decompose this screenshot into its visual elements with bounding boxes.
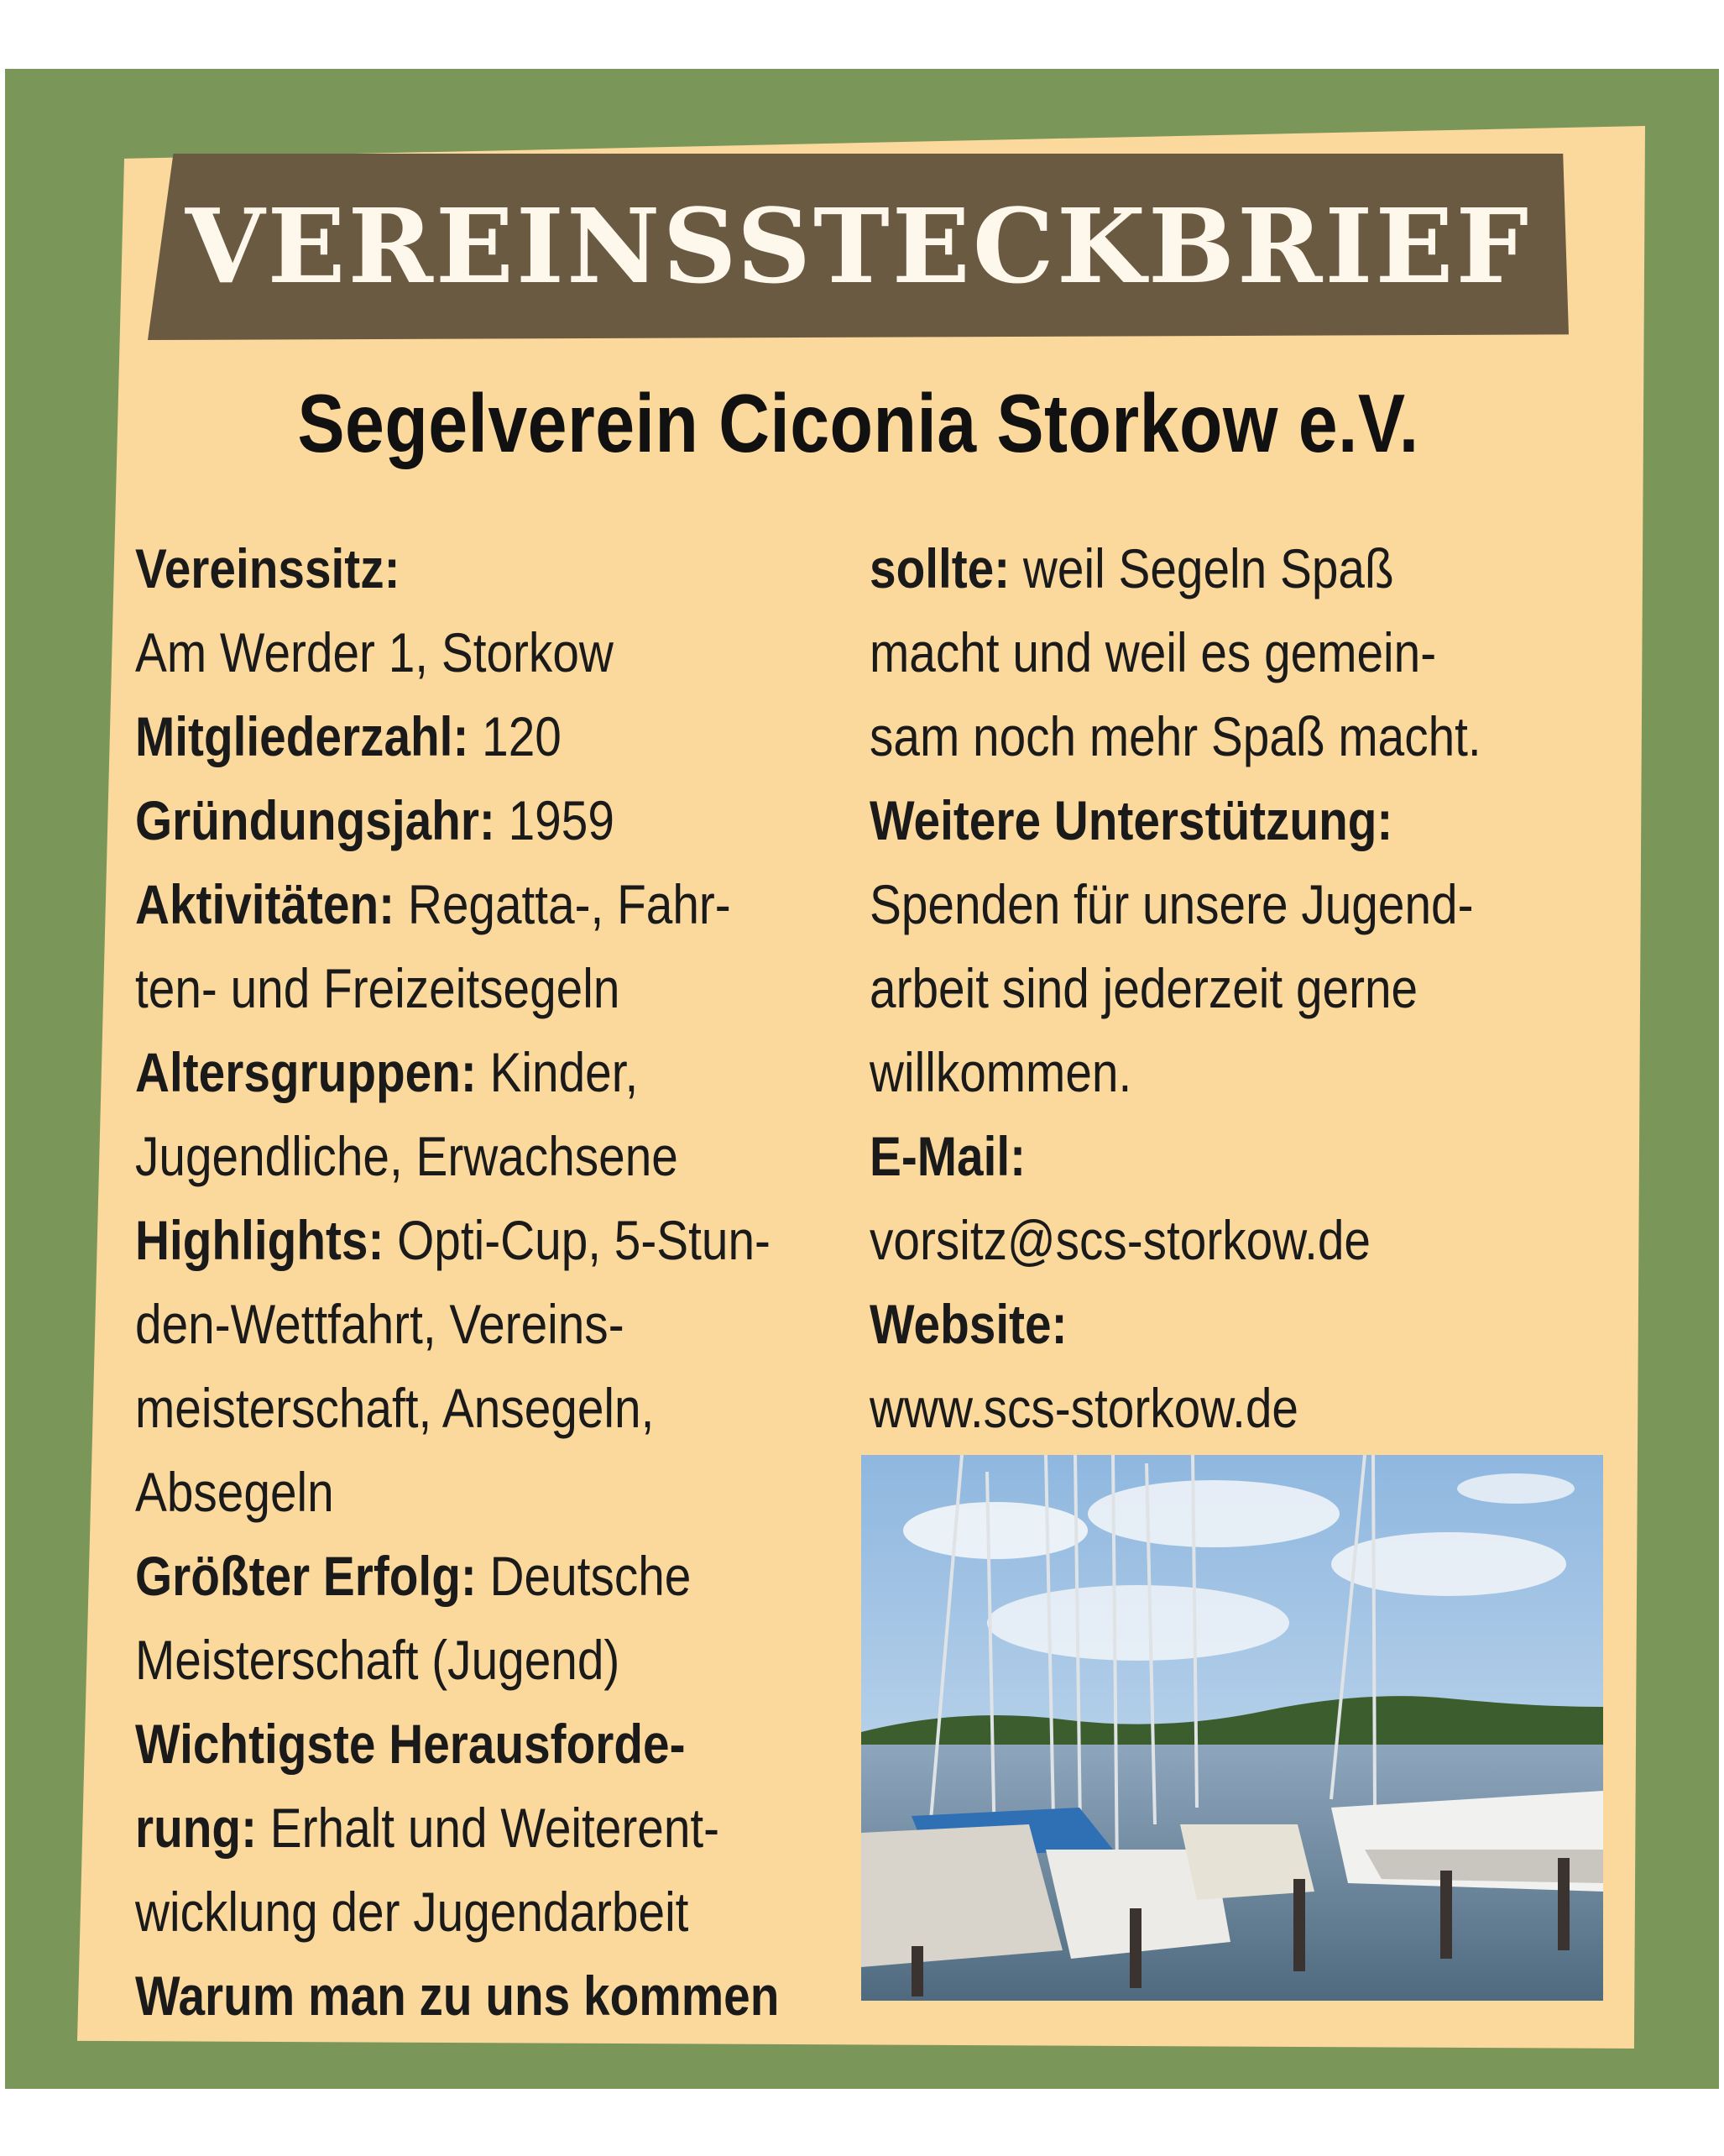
- text-line: [135, 778, 756, 862]
- value-why-cont: macht und weil es gemein-: [870, 621, 1437, 683]
- value-founded: 1959: [494, 789, 614, 851]
- text-line: [135, 1282, 756, 1366]
- label-warum: Warum man zu uns kommen: [135, 1965, 780, 2027]
- text-line: [135, 1870, 756, 1954]
- text-line: [135, 694, 756, 778]
- right-column: [870, 526, 1591, 1450]
- text-line: [870, 862, 1491, 946]
- text-line: [135, 1534, 756, 1618]
- label-herausforderung: Wichtigste Herausforde-: [135, 1713, 686, 1775]
- text-line: [135, 1954, 780, 2038]
- value-agegroups-cont: Jugendliche, Erwachsene: [135, 1125, 678, 1187]
- label-aktivitaeten: Aktivitäten:: [135, 873, 395, 935]
- value-support-cont: arbeit sind jederzeit gerne: [870, 957, 1418, 1019]
- value-highlights-cont: den-Wettfahrt, Vereins-: [135, 1293, 624, 1355]
- value-success: Deutsche: [476, 1545, 692, 1607]
- text-line: [135, 1786, 756, 1870]
- label-unterstuetzung: Weitere Unterstützung:: [870, 789, 1393, 851]
- text-line: [135, 1618, 756, 1702]
- label-altersgruppen: Altersgruppen:: [135, 1041, 477, 1103]
- value-activities-cont: ten- und Freizeitsegeln: [135, 957, 620, 1019]
- text-line: [135, 946, 756, 1030]
- label-vereinssitz: Vereinssitz:: [135, 537, 400, 599]
- text-line: [135, 862, 756, 946]
- text-line: [870, 1282, 1491, 1366]
- label-website: Website:: [870, 1293, 1068, 1355]
- label-groesster-erfolg: Größter Erfolg:: [135, 1545, 477, 1607]
- value-support: Spenden für unsere Jugend-: [870, 873, 1474, 935]
- value-email: vorsitz@scs-storkow.de: [870, 1209, 1371, 1271]
- value-why: weil Segeln Spaß: [1010, 537, 1394, 599]
- text-line: [870, 610, 1491, 694]
- text-line: [870, 778, 1491, 862]
- label-warum-cont: sollte:: [870, 537, 1011, 599]
- value-challenge-cont: wicklung der Jugendarbeit: [135, 1881, 689, 1943]
- label-herausforderung-cont: rung:: [135, 1797, 258, 1859]
- text-line: [870, 694, 1491, 778]
- text-line: [135, 1198, 771, 1282]
- text-line: [870, 1366, 1491, 1450]
- text-line: [135, 526, 756, 610]
- label-mitgliederzahl: Mitgliederzahl:: [135, 705, 469, 767]
- harbor-photo-illustration: [861, 1455, 1603, 2001]
- text-line: [870, 1030, 1491, 1114]
- value-activities: Regatta-, Fahr-: [394, 873, 731, 935]
- text-line: [135, 1366, 756, 1450]
- text-line: [135, 1450, 756, 1534]
- value-highlights-cont: meisterschaft, Ansegeln,: [135, 1377, 655, 1439]
- value-members: 120: [468, 705, 562, 767]
- text-line: [135, 610, 756, 694]
- text-line: [135, 1702, 756, 1786]
- text-line: [870, 1198, 1491, 1282]
- text-line: [870, 946, 1491, 1030]
- club-name: Segelverein Ciconia Storkow e.V.: [297, 377, 1419, 469]
- label-email: E-Mail:: [870, 1125, 1027, 1187]
- text-line: [870, 1114, 1491, 1198]
- value-website: www.scs-storkow.de: [870, 1377, 1298, 1439]
- left-column: [135, 526, 857, 2038]
- value-highlights-cont: Absegeln: [135, 1461, 334, 1523]
- label-highlights: Highlights:: [135, 1209, 384, 1271]
- harbor-photo: [861, 1455, 1603, 2001]
- value-why-cont: sam noch mehr Spaß macht.: [870, 705, 1481, 767]
- value-support-cont: willkommen.: [870, 1041, 1132, 1103]
- value-challenge: Erhalt und Weiterent-: [257, 1797, 720, 1859]
- value-address: Am Werder 1, Storkow: [135, 621, 614, 683]
- banner-title: VEREINSSTECKBRIEF: [185, 186, 1532, 306]
- label-gruendungsjahr: Gründungsjahr:: [135, 789, 495, 851]
- value-agegroups: Kinder,: [476, 1041, 639, 1103]
- value-success-cont: Meisterschaft (Jugend): [135, 1629, 620, 1691]
- text-line: [135, 1030, 756, 1114]
- text-line: [135, 1114, 756, 1198]
- value-highlights: Opti-Cup, 5-Stun-: [384, 1209, 771, 1271]
- text-line: [870, 526, 1491, 610]
